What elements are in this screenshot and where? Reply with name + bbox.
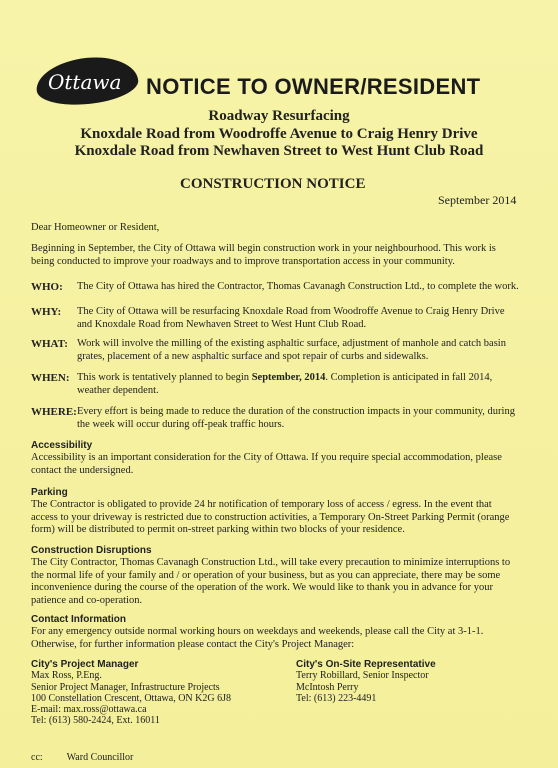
page-title: NOTICE TO OWNER/RESIDENT	[146, 74, 481, 99]
rep-phone: Tel: (613) 223-4491	[296, 692, 377, 704]
parking-heading: Parking	[31, 487, 68, 498]
disruptions-text: The City Contractor, Thomas Cavanagh Construction Ltd., will take every precaution to minimize interruptions to the normal life of your family and / or operation of your business, but as you can appreciate, there may be some inconvenience during the course of the operation of the work. We would like to thank you in advance for your patience and co-operation.	[31, 557, 511, 606]
pm-email: E-mail: max.ross@ottawa.ca	[31, 704, 147, 716]
pm-line: Senior Project Manager, Infrastructure Projects	[31, 681, 220, 693]
accessibility-text: Accessibility is an important consideration for the City of Ottawa. If you require special accommodation, please contact the undersigned.	[31, 452, 502, 476]
why-label: WHY:	[31, 306, 62, 318]
notice-date: September 2014	[438, 193, 517, 207]
pm-phone: Tel: (613) 580-2424, Ext. 16011	[31, 715, 160, 727]
contact-heading: Contact Information	[31, 614, 126, 625]
cc-label: cc:	[31, 752, 43, 763]
subtitle-3: Knoxdale Road from Newhaven Street to West Hunt Club Road	[74, 143, 484, 159]
when-label: WHEN:	[31, 372, 70, 384]
what-label: WHAT:	[31, 338, 68, 350]
when-text-a: This work is tentatively planned to begin	[77, 372, 252, 383]
rep-heading: City's On-Site Representative	[296, 659, 436, 670]
who-label: WHO:	[31, 281, 63, 293]
onsite-representative-block	[296, 659, 436, 704]
subtitle-2: Knoxdale Road from Woodroffe Avenue to Craig Henry Drive	[80, 126, 478, 142]
when-text	[77, 372, 520, 397]
pm-line: 100 Constellation Crescent, Ottawa, ON K2G 6J8	[31, 692, 231, 704]
salutation: Dear Homeowner or Resident,	[31, 222, 160, 233]
why-text: The City of Ottawa will be resurfacing Knoxdale Road from Woodroffe Avenue to Craig Henry Drive and Knoxdale Road from Newhaven Street to West Hunt Club Road.	[77, 306, 505, 330]
contact-text: For any emergency outside normal working hours on weekdays and weekends, please call the City at 3-1-1. Otherwise, for further information please contact the City's Project Manager:	[31, 626, 484, 650]
intro-paragraph: Beginning in September, the City of Ottawa will begin construction work in your neighbourhood. This work is being conducted to improve your roadways and to improve transportation access in your community.	[31, 243, 496, 267]
project-manager-block	[31, 659, 231, 727]
where-label: WHERE:	[31, 406, 77, 418]
when-start-date: September, 2014	[251, 372, 326, 383]
subtitle-1: Roadway Resurfacing	[208, 108, 350, 124]
what-text: Work will involve the milling of the existing asphaltic surface, adjustment of manhole and catch basin grates, placement of a new asphaltic surface and spot repair of curbs and sidewalks.	[77, 338, 506, 362]
cc-line	[31, 752, 133, 763]
who-text: The City of Ottawa has hired the Contractor, Thomas Cavanagh Construction Ltd., to complete the work.	[77, 281, 519, 292]
rep-line: Terry Robillard, Senior Inspector	[296, 670, 429, 682]
logo-text: Ottawa	[48, 70, 122, 94]
notice-type: CONSTRUCTION NOTICE	[180, 176, 366, 192]
where-text: Every effort is being made to reduce the duration of the construction impacts in your community, during the week will occur during off-peak traffic hours.	[77, 406, 515, 430]
pm-heading: City's Project Manager	[31, 659, 139, 670]
accessibility-heading: Accessibility	[31, 440, 93, 451]
when-text-b: . Completion is anticipated in fall 2014, weather dependent.	[77, 372, 493, 396]
parking-text: The Contractor is obligated to provide 24 hr notification of temporary loss of access / egress. In the event that access to your driveway is restricted due to construction activities, a Temporary On-Street Parking Permit (orange form) will be distributed to permit on-street parking within two blocks of your residence.	[31, 499, 510, 535]
rep-line: McIntosh Perry	[296, 681, 359, 693]
disruptions-heading: Construction Disruptions	[31, 545, 152, 556]
cc-value: Ward Councillor	[66, 752, 134, 763]
pm-line: Max Ross, P.Eng.	[31, 670, 102, 682]
